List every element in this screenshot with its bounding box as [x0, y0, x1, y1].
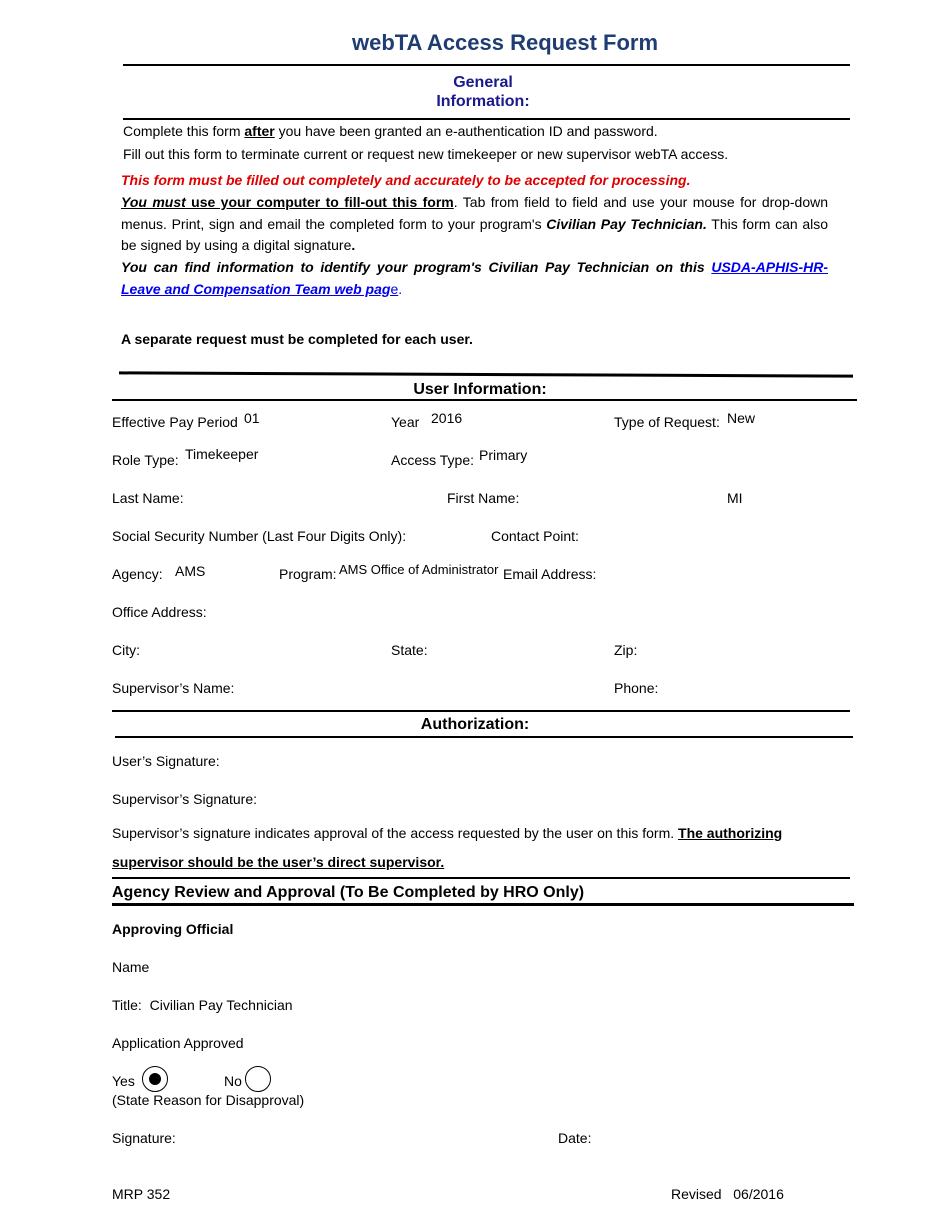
- no-label: No: [224, 1073, 242, 1089]
- title-rule: [123, 64, 850, 66]
- general-line-1: General: [453, 74, 513, 91]
- date-label: Date:: [558, 1130, 592, 1146]
- revised-label: Revised: [671, 1186, 722, 1202]
- form-number: MRP 352: [112, 1186, 171, 1202]
- authorization-top-rule: [112, 710, 850, 712]
- yes-label: Yes: [112, 1073, 135, 1089]
- agency-label: Agency:: [112, 566, 163, 582]
- effective-pay-period-label: Effective Pay Period: [112, 414, 238, 430]
- mi-label: MI: [727, 490, 743, 506]
- supervisor-signature-field[interactable]: [262, 788, 662, 810]
- general-line-2: Information:: [436, 93, 530, 110]
- date-input[interactable]: [597, 1130, 801, 1150]
- civilian-pay-technician-text: Civilian Pay Technician.: [546, 215, 707, 232]
- intro-line-2: Fill out this form to terminate current or request new timekeeper or new supervisor webTA access.: [123, 146, 729, 162]
- agency-review-heading: Agency Review and Approval (To Be Completed by HRO Only): [112, 884, 585, 901]
- type-of-request-label: Type of Request:: [614, 414, 720, 430]
- phone-input[interactable]: [662, 680, 836, 700]
- approver-name-label: Name: [112, 959, 150, 975]
- office-address-label: Office Address:: [112, 604, 207, 620]
- state-input[interactable]: [432, 642, 606, 662]
- intro-line-1-post: you have been granted an e-authentication ID and password.: [274, 123, 658, 139]
- cpt-info-text: You can find information to identify your program's Civilian Pay Technician on this: [121, 259, 712, 275]
- approver-signature-field[interactable]: [180, 1126, 540, 1148]
- approver-title: [112, 997, 293, 1013]
- year-dropdown[interactable]: 2016: [431, 410, 463, 426]
- supervisor-name-label: Supervisor’s Name:: [112, 680, 235, 696]
- user-signature-label: User’s Signature:: [112, 753, 220, 769]
- agency-dropdown[interactable]: AMS: [175, 563, 206, 579]
- user-info-top-rule: [119, 371, 853, 377]
- approver-title-label: Title:: [112, 997, 142, 1013]
- office-address-input[interactable]: [212, 604, 816, 624]
- agency-review-top-rule: [112, 877, 850, 879]
- last-name-label: Last Name:: [112, 490, 184, 506]
- application-approved-label: Application Approved: [112, 1035, 244, 1051]
- state-label: State:: [391, 642, 428, 658]
- access-type-dropdown[interactable]: Primary: [479, 447, 528, 463]
- email-address-input[interactable]: [600, 566, 844, 586]
- user-signature-field[interactable]: [222, 750, 622, 772]
- supervisor-note-text: Supervisor’s signature indicates approval of the access requested by the user on this form.: [112, 825, 679, 841]
- access-type-label: Access Type:: [391, 452, 475, 468]
- mi-input[interactable]: [746, 490, 840, 510]
- link-text-2: Compensation Team web pag: [193, 280, 391, 297]
- separate-request-note: A separate request must be completed for each user.: [121, 331, 473, 347]
- email-address-label: Email Address:: [503, 566, 597, 582]
- first-name-label: First Name:: [447, 490, 520, 506]
- zip-input[interactable]: [642, 642, 836, 662]
- city-label: City:: [112, 642, 140, 658]
- role-type-dropdown[interactable]: Timekeeper: [185, 446, 259, 462]
- cpt-info-paragraph: [121, 257, 828, 300]
- phone-label: Phone:: [614, 680, 659, 696]
- authorization-heading: Authorization:: [420, 716, 530, 733]
- approver-title-value: Civilian Pay Technician: [149, 997, 293, 1013]
- ssn-label: Social Security Number (Last Four Digits Only):: [112, 528, 407, 544]
- authorization-bottom-rule: [115, 736, 853, 738]
- contact-point-input[interactable]: [585, 528, 839, 548]
- instructions-period: .: [351, 237, 356, 253]
- instructions-paragraph: [121, 192, 828, 257]
- link-text-tail[interactable]: e: [390, 280, 399, 297]
- last-name-input[interactable]: [185, 490, 439, 510]
- disapproval-reason-input[interactable]: [308, 1092, 812, 1112]
- form-title: webTA Access Request Form: [351, 30, 659, 55]
- revised-date: 06/2016: [733, 1186, 784, 1202]
- year-label: Year: [391, 414, 420, 430]
- approver-name-input[interactable]: [160, 959, 544, 979]
- intro-line-1-pre: Complete this form: [123, 123, 245, 139]
- first-name-input[interactable]: [522, 490, 721, 510]
- link-text-1: USDA-APHIS-HR-Leave and: [121, 259, 828, 297]
- revised-info: [671, 1186, 784, 1202]
- contact-point-label: Contact Point:: [491, 528, 579, 544]
- ssn-input[interactable]: [406, 528, 490, 548]
- role-type-label: Role Type:: [112, 452, 179, 468]
- fill-out-text: use your computer to fill-out this form: [185, 194, 454, 210]
- program-dropdown[interactable]: AMS Office of Administrator: [339, 562, 499, 577]
- warning-text: This form must be filled out completely and accurately to be accepted for processing.: [121, 172, 691, 188]
- user-information-heading: User Information:: [413, 381, 547, 398]
- supervisor-name-input[interactable]: [238, 680, 602, 700]
- supervisor-note-bold-1: The authorizing: [678, 825, 783, 841]
- general-information-heading: [0, 73, 950, 111]
- radio-selected-dot: [149, 1073, 161, 1085]
- instructions-text-1: . Tab from field to field and use your mouse for drop-down menus. Print, sign and email the completed form to your program's: [121, 194, 828, 232]
- link-period: .: [398, 280, 403, 297]
- supervisor-note-bold-2: supervisor should be the user’s direct supervisor.: [112, 854, 445, 870]
- city-input[interactable]: [145, 642, 379, 662]
- approver-signature-label: Signature:: [112, 1130, 176, 1146]
- supervisor-signature-label: Supervisor’s Signature:: [112, 791, 258, 807]
- intro-line-1-after: after: [244, 123, 275, 139]
- user-info-bottom-rule: [112, 399, 857, 401]
- program-label: Program:: [279, 566, 337, 582]
- type-of-request-dropdown[interactable]: New: [727, 410, 756, 426]
- general-rule: [123, 118, 850, 120]
- effective-pay-period-dropdown[interactable]: 01: [244, 410, 260, 426]
- approved-no-radio[interactable]: [245, 1066, 271, 1092]
- supervisor-note: [112, 819, 842, 877]
- intro-line-1: [123, 123, 843, 139]
- instructions-text-2: This form can also be signed by using a digital signature: [121, 215, 828, 253]
- you-must-text: You must: [121, 194, 186, 210]
- agency-review-bottom-rule: [112, 903, 854, 906]
- state-reason-label: (State Reason for Disapproval): [112, 1092, 305, 1108]
- approving-official-label: Approving Official: [112, 921, 234, 937]
- zip-label: Zip:: [614, 642, 638, 658]
- approved-yes-radio[interactable]: [142, 1066, 168, 1092]
